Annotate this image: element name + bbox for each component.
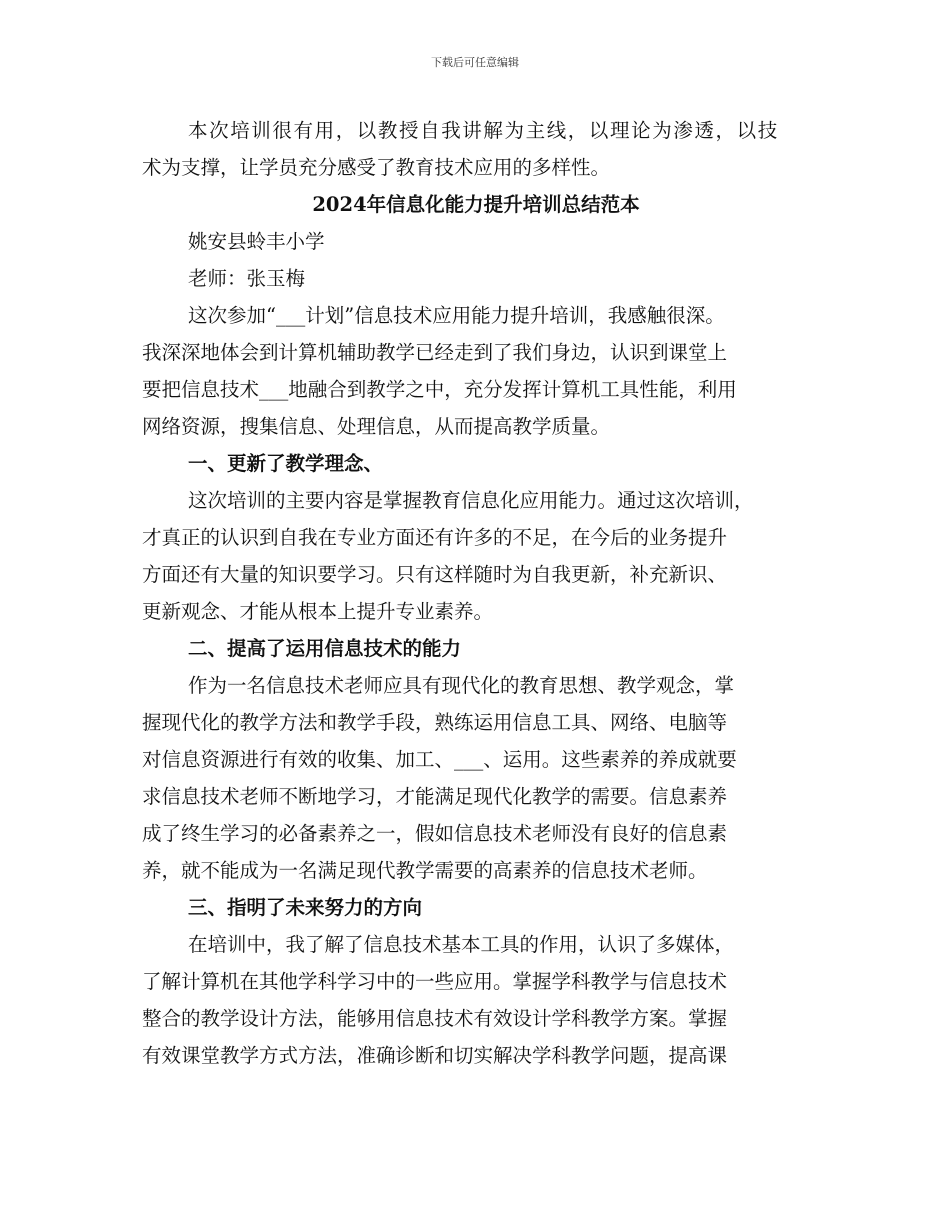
paragraph-line: 要把信息技术___地融合到教学之中，充分发挥计算机工具性能，利用 bbox=[142, 378, 737, 401]
paragraph-line: 养，就不能成为一名满足现代教学需要的高素养的信息技术老师。 bbox=[142, 859, 708, 882]
paragraph-line: 这次参加“___计划”信息技术应用能力提升培训，我感触很深。 bbox=[188, 304, 725, 327]
section-heading-1: 一、更新了教学理念、 bbox=[188, 452, 384, 475]
school-name: 姚安县蛉丰小学 bbox=[188, 230, 325, 253]
paragraph-line: 握现代化的教学方法和教学手段，熟练运用信息工具、网络、电脑等 bbox=[142, 711, 728, 734]
paragraph-line: 整合的教学设计方法，能够用信息技术有效设计学科教学方案。掌握 bbox=[142, 1007, 728, 1030]
paragraph-line: 网络资源，搜集信息、处理信息，从而提高教学质量。 bbox=[142, 415, 611, 438]
paragraph-line: 了解计算机在其他学科学习中的一些应用。掌握学科教学与信息技术 bbox=[142, 970, 728, 993]
paragraph-line: 更新观念、才能从根本上提升专业素养。 bbox=[142, 600, 494, 623]
paragraph-line: 术为支撑，让学员充分感受了教育技术应用的多样性。 bbox=[142, 156, 611, 179]
paragraph-line: 作为一名信息技术老师应具有现代化的教育思想、教学观念，掌 bbox=[188, 674, 735, 697]
paragraph-line: 这次培训的主要内容是掌握教育信息化应用能力。通过这次培训， bbox=[188, 489, 754, 512]
section-heading-3: 三、指明了未来努力的方向 bbox=[188, 896, 423, 919]
paragraph-line: 有效课堂教学方式方法，准确诊断和切实解决学科教学问题，提高课 bbox=[142, 1044, 728, 1067]
paragraph-line: 成了终生学习的必备素养之一，假如信息技术老师没有良好的信息素 bbox=[142, 822, 728, 845]
paragraph-line: 本次培训很有用，以教授自我讲解为主线，以理论为渗透，以技 bbox=[188, 119, 779, 142]
paragraph-line: 才真正的认识到自我在专业方面还有许多的不足，在今后的业务提升 bbox=[142, 526, 728, 549]
paragraph-line: 对信息资源进行有效的收集、加工、___、运用。这些素养的养成就要 bbox=[142, 748, 737, 771]
section-heading-2: 二、提高了运用信息技术的能力 bbox=[188, 637, 462, 660]
document-title: 2024年信息化能力提升培训总结范本 bbox=[312, 193, 640, 216]
paragraph-line: 我深深地体会到计算机辅助教学已经走到了我们身边，认识到课堂上 bbox=[142, 341, 728, 364]
document-body bbox=[142, 112, 810, 1074]
paragraph-line: 在培训中，我了解了信息技术基本工具的作用，认识了多媒体， bbox=[188, 933, 735, 956]
paragraph-line: 求信息技术老师不断地学习，才能满足现代化教学的需要。信息素养 bbox=[142, 785, 728, 808]
teacher-name: 老师：张玉梅 bbox=[188, 267, 306, 290]
paragraph-line: 方面还有大量的知识要学习。只有这样随时为自我更新，补充新识、 bbox=[142, 563, 728, 586]
page-header: 下载后可任意编辑 bbox=[431, 56, 519, 69]
